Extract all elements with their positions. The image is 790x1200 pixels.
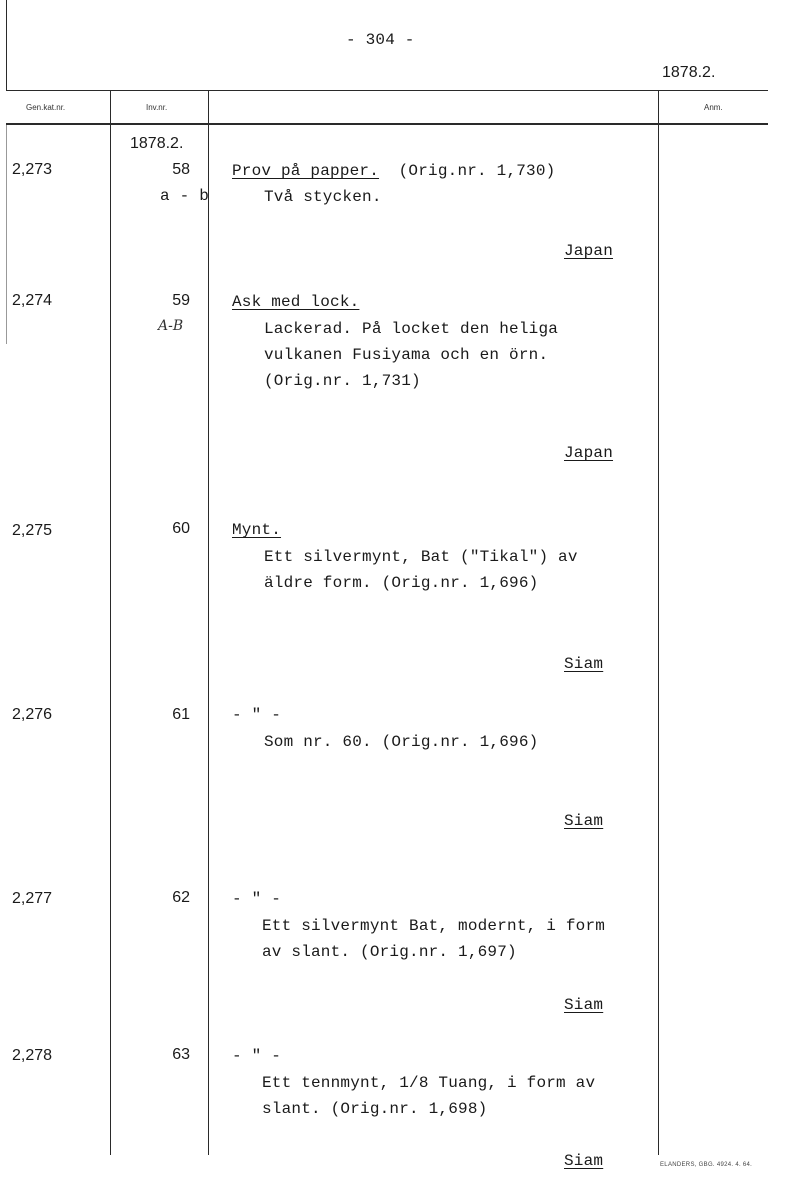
entry-title: - " -: [232, 890, 282, 908]
gen-kat-number: 2,275: [12, 522, 53, 539]
column-divider-3: [658, 90, 659, 1155]
entry-description-line: av slant. (Orig.nr. 1,697): [262, 943, 517, 961]
column-divider-2: [208, 90, 209, 1155]
entry-description-line: Ett tennmynt, 1/8 Tuang, i form av: [262, 1074, 596, 1092]
entry-title: Mynt.: [232, 521, 282, 539]
entry-origin: Siam: [564, 996, 604, 1014]
page-number: - 304 -: [346, 31, 415, 49]
inv-number: 58: [172, 161, 190, 178]
entry-description-line: (Orig.nr. 1,731): [264, 372, 421, 390]
column-header-anm: Anm.: [704, 103, 723, 112]
entry-origin: Siam: [564, 812, 604, 830]
entry-description-line: Lackerad. På locket den heliga: [264, 320, 559, 338]
left-border-top: [6, 0, 7, 90]
entry-description-line: Som nr. 60. (Orig.nr. 1,696): [264, 733, 539, 751]
entry-title-rest: (Orig.nr. 1,730): [379, 162, 556, 180]
entry-origin: Siam: [564, 1152, 604, 1170]
printer-imprint: ELANDERS, GBG. 4924. 4. 64.: [660, 1162, 753, 1168]
left-border-lower: [6, 124, 7, 344]
entry-title: - " -: [232, 706, 282, 724]
entry-description-line: Två stycken.: [264, 188, 382, 206]
inv-sub-number: a - b: [160, 187, 210, 205]
entry-title: Prov på papper.: [232, 162, 380, 180]
gen-kat-number: 2,274: [12, 292, 53, 309]
inv-number: 60: [172, 520, 190, 537]
header-date: 1878.2.: [662, 64, 716, 81]
entry-title: - " -: [232, 1047, 282, 1065]
entry-origin: Siam: [564, 655, 604, 673]
column-divider-1: [110, 90, 111, 1155]
column-header-gen-kat-nr: Gen.kat.nr.: [26, 103, 66, 112]
inv-number: 62: [172, 889, 190, 906]
column-header-inv-nr: Inv.nr.: [146, 103, 168, 112]
inv-sub-number-handwritten: A-B: [158, 318, 184, 334]
gen-kat-number: 2,276: [12, 706, 53, 723]
entry-description-line: äldre form. (Orig.nr. 1,696): [264, 574, 539, 592]
entry-origin: Japan: [564, 444, 614, 462]
inv-number: 59: [172, 292, 190, 309]
entry-description-line: slant. (Orig.nr. 1,698): [262, 1100, 488, 1118]
entry-description-line: Ett silvermynt, Bat ("Tikal") av: [264, 548, 578, 566]
inv-number: 61: [172, 706, 190, 723]
gen-kat-number: 2,273: [12, 161, 53, 178]
entry-title: Ask med lock.: [232, 293, 360, 311]
inv-date: 1878.2.: [130, 135, 184, 152]
entry-origin: Japan: [564, 242, 614, 260]
entry-description-line: vulkanen Fusiyama och en örn.: [264, 346, 549, 364]
inv-number: 63: [172, 1046, 190, 1063]
gen-kat-number: 2,278: [12, 1047, 53, 1064]
entry-description-line: Ett silvermynt Bat, modernt, i form: [262, 917, 606, 935]
header-bottom-rule: [6, 123, 768, 125]
header-top-rule: [6, 90, 768, 91]
entry-title-line: [232, 162, 555, 180]
gen-kat-number: 2,277: [12, 890, 53, 907]
